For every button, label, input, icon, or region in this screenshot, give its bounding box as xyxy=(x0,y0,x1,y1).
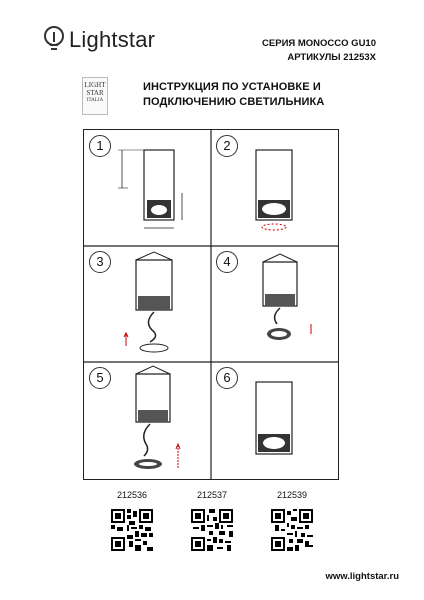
step-number: 6 xyxy=(216,367,238,389)
article-212539: 212539 xyxy=(276,490,308,500)
step-number: 1 xyxy=(89,135,111,157)
step-number: 5 xyxy=(89,367,111,389)
steps-grid xyxy=(83,129,339,480)
instruction-title: ИНСТРУКЦИЯ ПО УСТАНОВКЕ И ПОДКЛЮЧЕНИЮ СВЕТИЛЬНИКА xyxy=(143,81,325,108)
lamp-connect-drawing xyxy=(114,364,204,476)
brand-name: Lightstar xyxy=(69,27,156,52)
series-title: СЕРИЯ MONOCCO GU10 xyxy=(262,38,376,49)
website-link[interactable]: www.lightstar.ru xyxy=(325,571,399,582)
lamp-installed-drawing xyxy=(246,378,326,473)
step-number: 3 xyxy=(89,251,111,273)
step-3 xyxy=(84,246,211,362)
bulb-icon xyxy=(43,26,65,54)
step-4 xyxy=(211,246,338,362)
qr-code-212536 xyxy=(111,509,153,551)
article-212536: 212536 xyxy=(116,490,148,500)
articles-title: АРТИКУЛЫ 21253X xyxy=(287,52,376,63)
lamp-cover-drawing xyxy=(246,142,326,237)
step-5 xyxy=(84,362,211,478)
step-6 xyxy=(211,362,338,478)
step-number: 4 xyxy=(216,251,238,273)
article-212537: 212537 xyxy=(196,490,228,500)
step-2 xyxy=(211,130,338,246)
lamp-dimensions-drawing xyxy=(114,138,204,238)
step-number: 2 xyxy=(216,135,238,157)
brand-logo xyxy=(43,26,193,56)
header-series-block xyxy=(196,37,376,65)
qr-code-212539 xyxy=(271,509,313,551)
lamp-wiring-drawing xyxy=(114,250,204,358)
qr-code-212537 xyxy=(191,509,233,551)
step-1 xyxy=(84,130,211,246)
lamp-mount-drawing xyxy=(241,250,331,358)
light-star-stamp: LIGHT STAR ITALIA xyxy=(82,77,108,115)
